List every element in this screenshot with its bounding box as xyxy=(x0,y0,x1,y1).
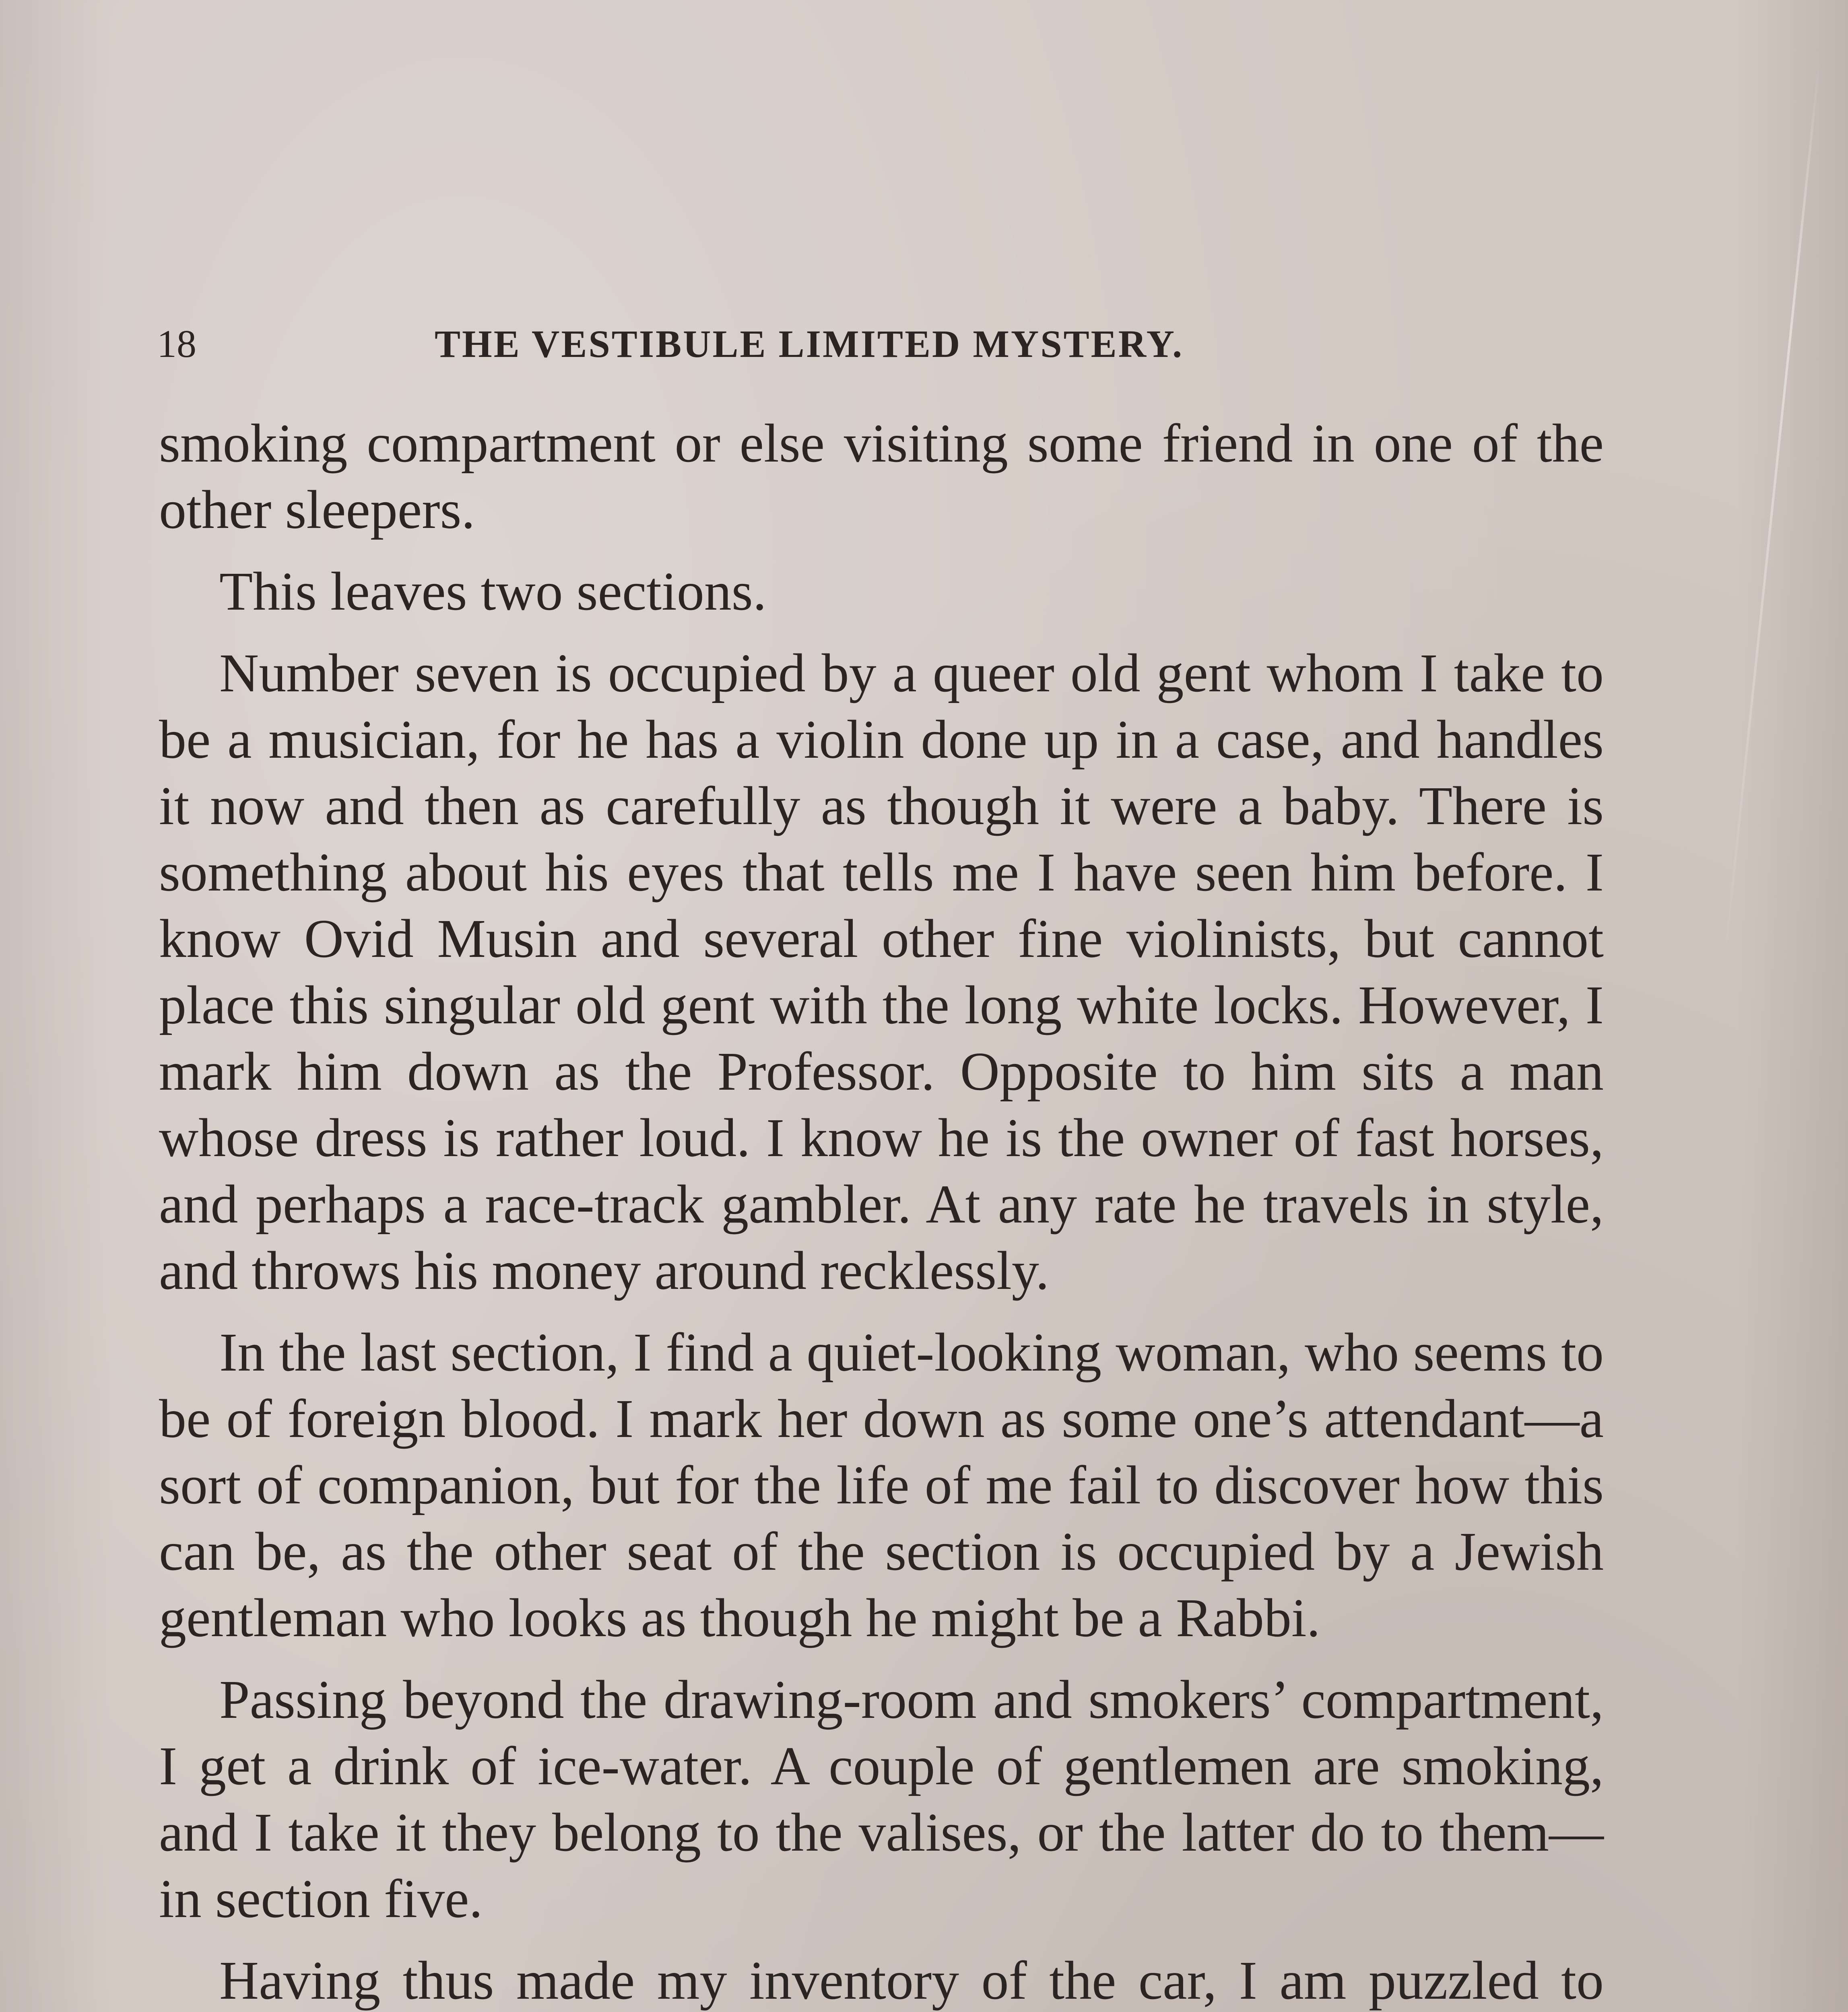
page-header xyxy=(157,318,1590,370)
paragraph: Having thus made my inventory of the car, I am puzzled to xyxy=(219,1950,1604,2011)
running-head: THE VESTIBULE LIMITED MYSTERY. xyxy=(435,322,1184,365)
paper-crease xyxy=(1722,51,1821,971)
body-text xyxy=(159,410,1604,2012)
page-number: 18 xyxy=(157,322,196,366)
paragraph: In the last section, I find a quiet-looking woman, who seems to be of foreign blood. I mark her down as some one’s attendant—a sort of companion, but for the life of me fail to discover how this can be, as the other seat of the section is occupied by a Jewish gentleman who looks as though he might be a Rabbi. xyxy=(159,1322,1604,1648)
paragraph: smoking compartment or else visiting some friend in one of the other sleepers. xyxy=(159,413,1604,540)
paragraph: Passing beyond the drawing-room and smokers’ compartment, I get a drink of ice-water. A couple of gentlemen are smoking, and I take it they belong to the valises, or the latter do to them—in section five. xyxy=(159,1670,1604,1929)
paragraph: Number seven is occupied by a queer old gent whom I take to be a musician, for he has a violin done up in a case, and handles it now and then as carefully as though it were a baby. There is something about his eyes that tells me I have seen him before. I know Ovid Musin and several other fine violinists, but cannot place this singular old gent with the long white locks. However, I mark him down as the Professor. Opposite to him sits a man whose dress is rather loud. I know he is the owner of fast horses, and perhaps a race-track gambler. At any rate he travels in style, and throws his money around recklessly. xyxy=(159,643,1604,1301)
paragraph: This leaves two sections. xyxy=(219,561,767,622)
